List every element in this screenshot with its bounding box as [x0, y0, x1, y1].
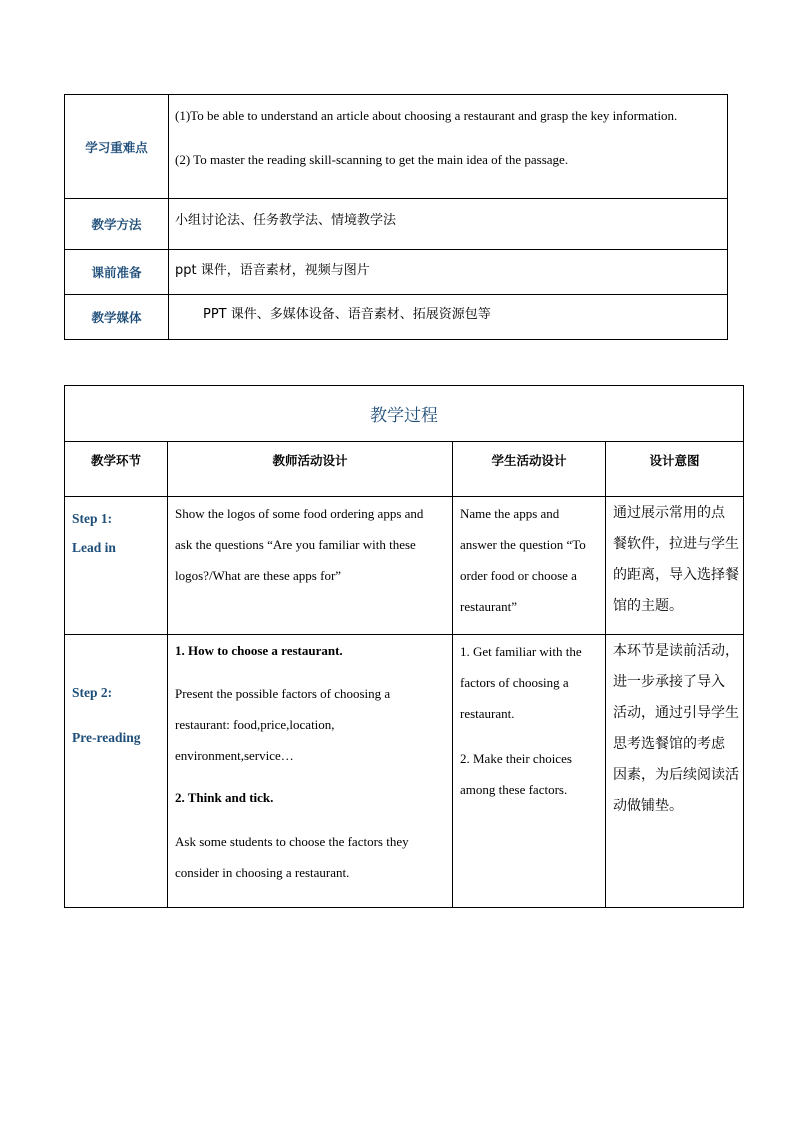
step-2-teacher	[168, 635, 453, 908]
text-line: consider in choosing a restaurant.	[175, 865, 350, 880]
media-row	[65, 295, 728, 340]
row-label: 教学媒体	[65, 295, 169, 340]
teacher-heading-2: 2. Think and tick.	[175, 790, 274, 805]
text-line: 活动，通过引导学生	[613, 705, 739, 721]
text-line: factors of choosing a	[460, 675, 569, 690]
row-label: 教学方法	[65, 199, 169, 250]
text-line: 思考选餐馆的考虑	[613, 736, 725, 752]
text-line: 通过展示常用的点	[613, 505, 725, 521]
text-line: Name the apps and	[460, 506, 560, 521]
step-1-student	[453, 497, 606, 635]
key-point-2: (2) To master the reading skill-scanning to get the main idea of the passage.	[175, 152, 569, 167]
method-row	[65, 199, 728, 250]
header-teacher: 教师活动设计	[168, 442, 453, 497]
text-line: Ask some students to choose the factors they	[175, 834, 409, 849]
text-line: restaurant.	[460, 706, 515, 721]
text-line: logos?/What are these apps for”	[175, 568, 342, 583]
text-line: restaurant”	[460, 599, 518, 614]
process-title: 教学过程	[65, 386, 744, 442]
header-intent: 设计意图	[606, 442, 744, 497]
step-2-student	[453, 635, 606, 908]
preparation-content: ppt 课件，语音素材，视频与图片	[169, 250, 728, 295]
key-points-row	[65, 95, 728, 199]
step-2-intent	[606, 635, 744, 908]
step-1-teacher	[168, 497, 453, 635]
method-content: 小组讨论法、任务教学法、情境教学法	[169, 199, 728, 250]
row-label: 学习重难点	[65, 95, 169, 199]
step-2-name: Pre-reading	[72, 730, 141, 745]
text-line: restaurant: food,price,location,	[175, 717, 335, 732]
header-student: 学生活动设计	[453, 442, 606, 497]
process-table	[64, 385, 744, 908]
step-2-number: Step 2:	[72, 685, 113, 700]
text-line: ask the questions “Are you familiar with these	[175, 537, 416, 552]
step-1-intent	[606, 497, 744, 635]
text-line: 馆的主题。	[613, 598, 683, 614]
text-line: answer the question “To	[460, 537, 586, 552]
text-line: 因素，为后续阅读活	[613, 767, 739, 783]
info-table	[64, 94, 728, 340]
header-row	[65, 442, 744, 497]
step-2-row	[65, 635, 744, 908]
text-line: 1. Get familiar with the	[460, 644, 582, 659]
row-label: 课前准备	[65, 250, 169, 295]
text-line: 进一步承接了导入	[613, 674, 725, 690]
text-line: environment,service…	[175, 748, 294, 763]
text-line: 餐软件，拉进与学生	[613, 536, 739, 552]
text-line: 的距离，导入选择餐	[613, 567, 739, 583]
media-content: PPT 课件、多媒体设备、语音素材、拓展资源包等	[169, 295, 728, 340]
step-1-name: Lead in	[72, 540, 116, 555]
preparation-row	[65, 250, 728, 295]
text-line: Present the possible factors of choosing a	[175, 686, 391, 701]
text-line: 本环节是读前活动，	[613, 643, 739, 659]
step-1-cell	[65, 497, 168, 635]
text-line: 动做铺垫。	[613, 798, 683, 814]
text-line: among these factors.	[460, 782, 568, 797]
step-1-row	[65, 497, 744, 635]
text-line: order food or choose a	[460, 568, 577, 583]
process-title-row	[65, 386, 744, 442]
text-line: 2. Make their choices	[460, 751, 572, 766]
key-points-content	[169, 95, 728, 199]
header-stage: 教学环节	[65, 442, 168, 497]
step-1-number: Step 1:	[72, 511, 113, 526]
text-line: Show the logos of some food ordering apps and	[175, 506, 424, 521]
step-2-cell	[65, 635, 168, 908]
teacher-heading-1: 1. How to choose a restaurant.	[175, 643, 343, 658]
key-point-1: (1)To be able to understand an article about choosing a restaurant and grasp the key information.	[175, 108, 678, 123]
